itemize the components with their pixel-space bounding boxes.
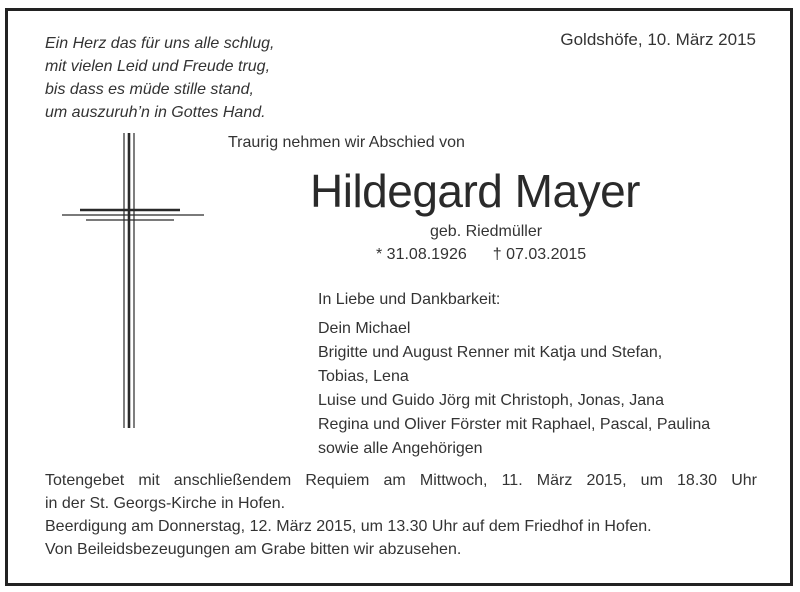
mourners-heading: In Liebe und Dankbarkeit: [318, 291, 501, 308]
intro-text: Traurig nehmen wir Abschied von [228, 134, 465, 151]
mourner-line: Regina und Oliver Förster mit Raphael, Pascal, Paulina [318, 416, 711, 433]
poem-line: Ein Herz das für uns alle schlug, [45, 35, 275, 52]
deceased-name: Hildegard Mayer [310, 165, 640, 217]
mourner-line: Brigitte und August Renner mit Katja und Stefan, [318, 344, 663, 361]
place-date: Goldshöfe, 10. März 2015 [560, 30, 756, 49]
mourner-line: sowie alle Angehörigen [318, 440, 483, 457]
poem-line: bis dass es müde stille stand, [45, 81, 254, 98]
birth-name: geb. Riedmüller [430, 223, 543, 240]
funeral-notice [45, 469, 757, 561]
poem-line: mit vielen Leid und Freude trug, [45, 58, 271, 75]
cross-icon [56, 130, 216, 430]
birth-date: * 31.08.1926 [376, 246, 467, 263]
poem-line: um auszuruh’n in Gottes Hand. [45, 104, 266, 121]
notice-line: Von Beileidsbezeugungen am Grabe bitten wir abzusehen. [45, 541, 462, 558]
notice-line: in der St. Georgs-Kirche in Hofen. [45, 495, 286, 512]
mourner-line: Dein Michael [318, 320, 411, 337]
poem [45, 32, 274, 124]
notice-line: Beerdigung am Donnerstag, 12. März 2015, um 13.30 Uhr auf dem Friedhof in Hofen. [45, 518, 652, 535]
death-date: † 07.03.2015 [492, 246, 587, 263]
mourners-block [318, 288, 710, 461]
notice-line: Totengebet mit anschließendem Requiem am Mittwoch, 11. März 2015, um 18.30 Uhr [45, 472, 757, 489]
mourner-line: Tobias, Lena [318, 368, 409, 385]
mourner-line: Luise und Guido Jörg mit Christoph, Jonas, Jana [318, 392, 664, 409]
life-dates [376, 246, 586, 264]
